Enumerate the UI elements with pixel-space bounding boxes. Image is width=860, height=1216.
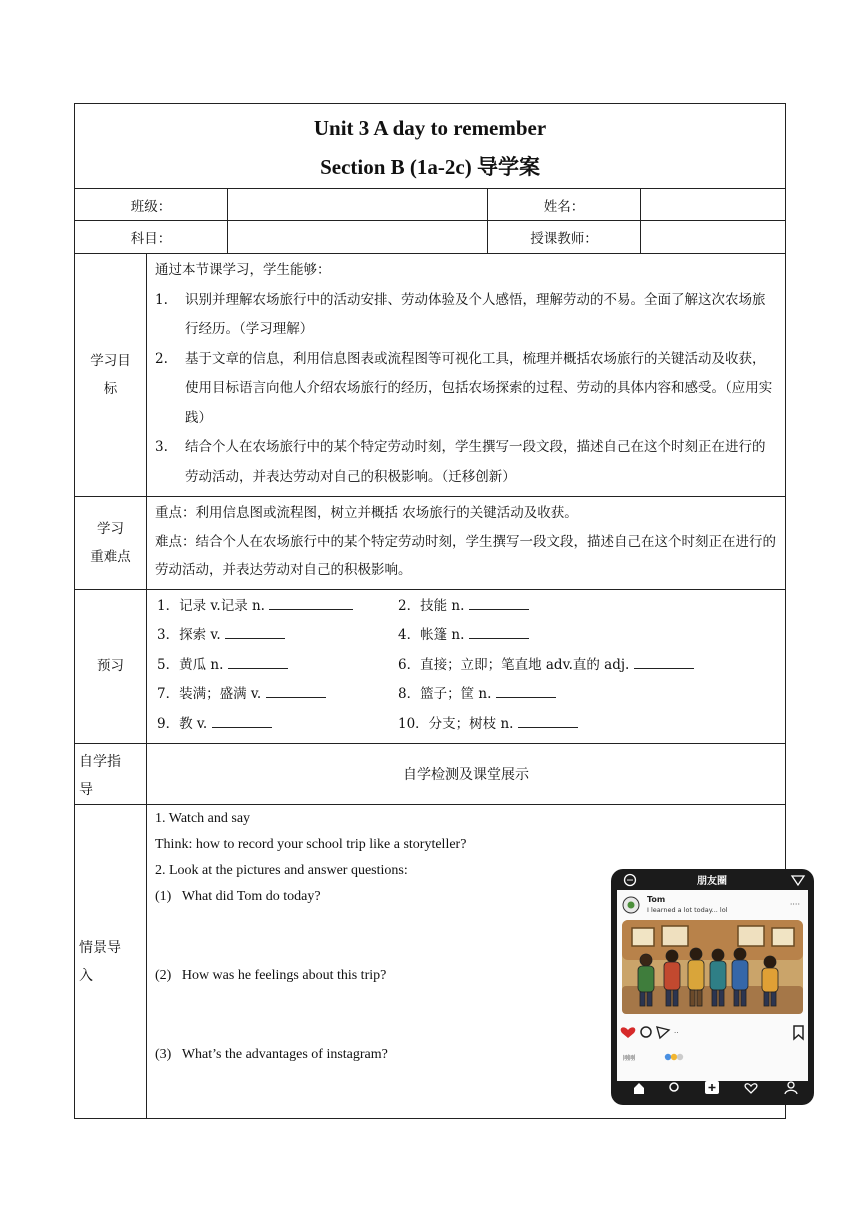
preview-item: [398, 651, 777, 681]
self-study-label-line1: 自学指: [79, 754, 121, 770]
key-points-label-cell: [75, 497, 147, 590]
preview-item-text: 10．分支；树枝 n.: [398, 715, 514, 732]
reaction-dot: [677, 1054, 683, 1060]
question-number: (3): [155, 1047, 172, 1062]
lead-in-label-line2: 入: [79, 967, 93, 984]
answer-blank[interactable]: [634, 654, 694, 669]
objective-text: 基于文章的信息，利用信息图表或流程图等可视化工具，梳理并概括农场旅行的关键活动及收获，使用目标语言向他人介绍农场旅行的经历，包括农场探索的过程、劳动的具体内容和感受。（应用实践）: [185, 350, 773, 426]
post-photo: [622, 920, 803, 1014]
objective-text: 识别并理解农场旅行中的活动安排、劳动体验及个人感悟，理解劳动的不易。全面了解这次农场旅行经历。（学习理解）: [185, 291, 766, 337]
preview-item: [157, 680, 398, 710]
post-user: Tom: [647, 895, 666, 904]
page-subtitle: Section B (1a-2c) 导学案: [320, 155, 540, 179]
preview-item: [157, 710, 398, 740]
more-icon[interactable]: ····: [789, 900, 800, 909]
objectives-label-cell: [75, 254, 147, 497]
preview-item: [157, 621, 398, 651]
worksheet: [74, 103, 800, 1119]
question-number: (1): [155, 889, 172, 904]
preview-item-text: 9．教 v.: [157, 715, 208, 732]
name-label: 姓名：: [488, 189, 641, 221]
answer-blank[interactable]: [469, 624, 529, 639]
objective-item: [155, 433, 777, 492]
teacher-label: 授课教师：: [488, 221, 641, 254]
phone-app-title: 朋友圈: [697, 876, 727, 887]
reaction-dot: [671, 1054, 677, 1060]
lead-in-content: [147, 805, 800, 1119]
lead-in-label-cell: [75, 805, 147, 1119]
avatar-icon: [628, 902, 635, 909]
key-points-content: [147, 497, 786, 590]
preview-item: [157, 592, 398, 622]
class-label: 班级：: [75, 189, 228, 221]
preview-content: [147, 589, 786, 744]
worksheet-table: [74, 103, 800, 1119]
post-text: I learned a lot today... lol: [647, 906, 728, 914]
difficulty-text: 难点：结合个人在农场旅行中的某个特定劳动时刻，学生撰写一段文段，描述自己在这个时刻正在进行的劳动活动，并表达劳动对自己的积极影响。: [155, 533, 776, 578]
question-text: How was he feelings about this trip?: [181, 968, 387, 983]
key-points-label-line2: 重难点: [90, 548, 131, 565]
preview-item: [157, 651, 398, 681]
objectives-intro: 通过本节课学习，学生能够：: [155, 262, 331, 278]
self-study-heading: 自学检测及课堂展示: [147, 744, 786, 805]
preview-item-text: 1．记录 v.记录 n.: [157, 597, 265, 614]
page-title: Unit 3 A day to remember: [313, 116, 547, 140]
objectives-content: [147, 254, 786, 497]
preview-label: 预习: [75, 589, 147, 744]
lead-in-line: 2. Look at the pictures and answer questions:: [155, 863, 408, 878]
key-points-label-line1: 学习: [97, 520, 124, 537]
preview-item-text: 4．帐篷 n.: [398, 627, 465, 643]
answer-blank[interactable]: [518, 713, 578, 728]
answer-blank[interactable]: [269, 595, 353, 610]
title-cell: [75, 104, 786, 189]
objectives-label: 学习目标: [90, 353, 131, 397]
answer-blank[interactable]: [496, 683, 556, 698]
objective-number: 2.: [155, 350, 168, 367]
dots-indicator: ··: [674, 1029, 679, 1037]
objective-item: [155, 345, 777, 434]
preview-item: [398, 592, 777, 622]
focus-text: 重点：利用信息图或流程图，树立并概括 农场旅行的关键活动及收获。: [155, 505, 578, 521]
preview-grid: [155, 592, 777, 740]
preview-item-text: 8．篮子；筐 n.: [398, 686, 492, 702]
lead-in-line: Think: how to record your school trip like a storyteller?: [155, 837, 467, 852]
post-caption: 刚刚: [623, 1055, 636, 1062]
answer-blank[interactable]: [266, 683, 326, 698]
preview-item-text: 7．装满；盛满 v.: [157, 686, 262, 702]
objective-number: 3.: [155, 439, 168, 455]
lead-in-line: 1. Watch and say: [155, 811, 251, 826]
answer-blank[interactable]: [228, 654, 288, 669]
objective-text: 结合个人在农场旅行中的某个特定劳动时刻，学生撰写一段文段，描述自己在这个时刻正在进行的劳动活动，并表达劳动对自己的积极影响。（迁移创新）: [185, 439, 766, 485]
subject-field[interactable]: [228, 221, 488, 254]
phone-illustration: [610, 868, 815, 1106]
answer-blank[interactable]: [212, 713, 272, 728]
self-study-label-cell: [75, 744, 147, 805]
preview-item: [398, 621, 777, 651]
preview-item: [398, 710, 777, 740]
lead-in-label-line1: 情景导: [79, 939, 121, 956]
reaction-dot: [665, 1054, 671, 1060]
preview-item-text: 2．技能 n.: [398, 597, 465, 614]
answer-blank[interactable]: [225, 624, 285, 639]
teacher-field[interactable]: [641, 221, 786, 254]
question-number: (2): [155, 968, 172, 983]
objective-number: 1.: [155, 291, 168, 308]
subject-label: 科目：: [75, 221, 228, 254]
question-text: What’s the advantages of instagram?: [181, 1047, 388, 1062]
preview-item-text: 5．黄瓜 n.: [157, 656, 224, 673]
preview-item-text: 3．探索 v.: [157, 627, 221, 643]
preview-item-text: 6．直接；立即；笔直地 adv.直的 adj.: [398, 656, 630, 673]
answer-blank[interactable]: [469, 595, 529, 610]
class-field[interactable]: [228, 189, 488, 221]
question-text: What did Tom do today?: [181, 889, 321, 904]
objective-item: [155, 286, 777, 345]
self-study-label-line2: 导: [79, 782, 93, 798]
preview-item: [398, 680, 777, 710]
name-field[interactable]: [641, 189, 786, 221]
